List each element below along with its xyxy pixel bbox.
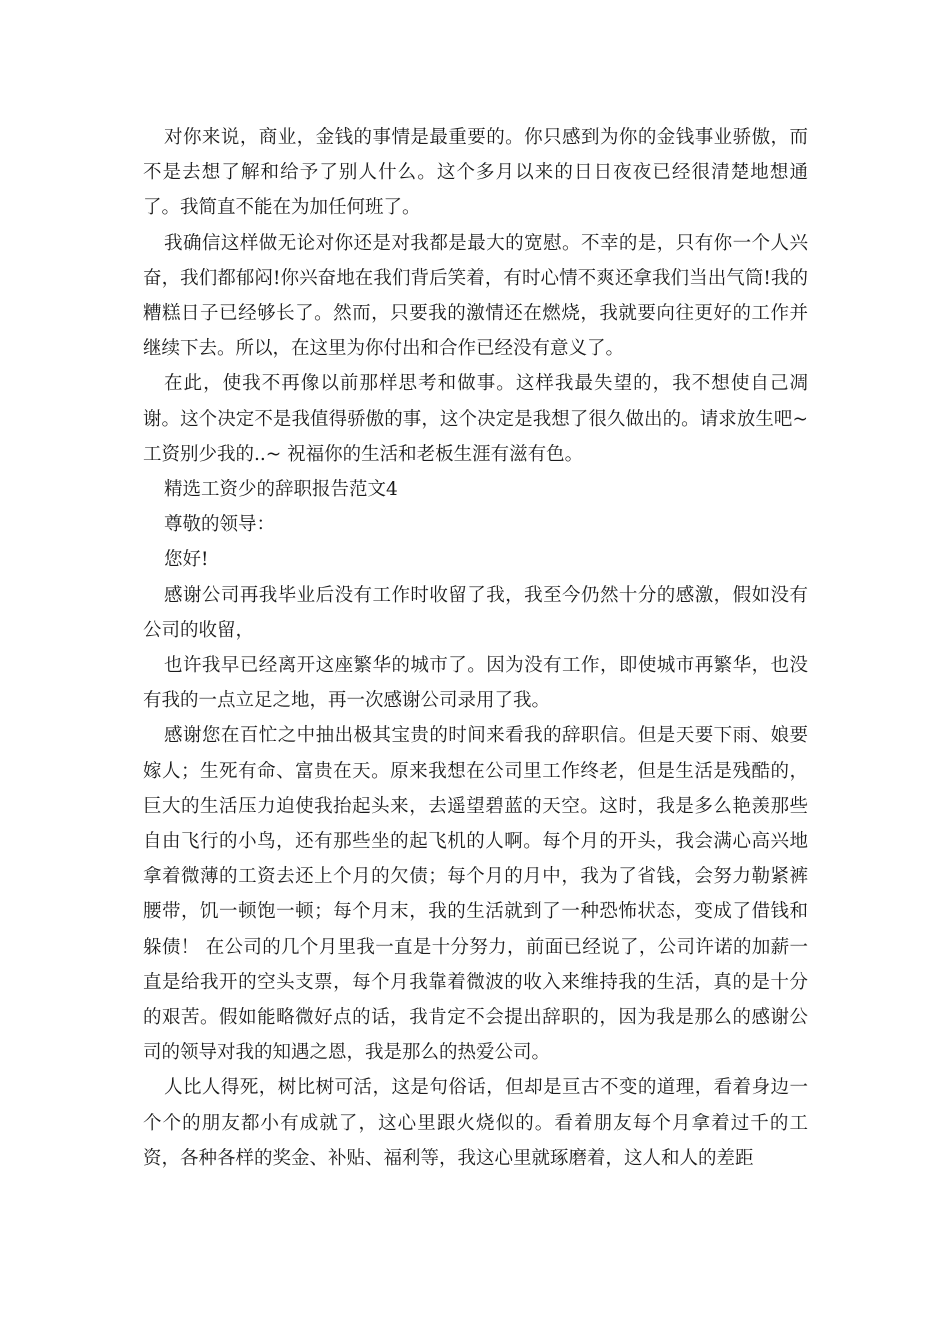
- paragraph-4: 感谢公司再我毕业后没有工作时收留了我，我至今仍然十分的感激，假如没有公司的收留，: [143, 584, 808, 641]
- greeting: 您好!: [164, 549, 209, 571]
- paragraph-2: 我确信这样做无论对你还是对我都是最大的宽慰。不幸的是，只有你一个人兴奋，我们都郁闷!你兴奋地在我们背后笑着，有时心情不爽还拿我们当出气筒!我的糟糕日子已经够长了。然而，只要我的激情还在燃烧，我就要向往更好的工作并继续下去。所以，在这里为你付出和合作已经没有意义了。: [143, 232, 808, 360]
- paragraph-3: 在此，使我不再像以前那样思考和做事。这样我最失望的，我不想使自己凋谢。这个决定不是我值得骄傲的事，这个决定是我想了很久做出的。请求放生吧~工资别少我的..~ 祝福你的生活和老板生涯有滋有色。: [143, 373, 808, 465]
- salutation: 尊敬的领导：: [164, 514, 276, 536]
- section-heading: 精选工资少的辞职报告范文4: [164, 479, 398, 501]
- paragraph-5: 也许我早已经离开这座繁华的城市了。因为没有工作，即使城市再繁华，也没有我的一点立足之地，再一次感谢公司录用了我。: [143, 655, 808, 712]
- paragraph-6: 感谢您在百忙之中抽出极其宝贵的时间来看我的辞职信。但是天要下雨、娘要嫁人；生死有命、富贵在天。原来我想在公司里工作终老，但是生活是残酷的，巨大的生活压力迫使我抬起头来，去遥望碧蓝的天空。这时，我是多么艳羡那些自由飞行的小鸟，还有那些坐的起飞机的人啊。每个月的开头，我会满心高兴地拿着微薄的工资去还上个月的欠债；每个月的月中，我为了省钱，会努力勒紧裤腰带，饥一顿饱一顿；每个月末，我的生活就到了一种恐怖状态，变成了借钱和躲债！ 在公司的几个月里我一直是十分努力，前面已经说了，公司许诺的加薪一直是给我开的空头支票，每个月我靠着微波的收入来维持我的生活，真的是十分的艰苦。假如能略微好点的话，我肯定不会提出辞职的，因为我是那么的感谢公司的领导对我的知遇之恩，我是那么的热爱公司。: [143, 725, 808, 1064]
- paragraph-7: 人比人得死，树比树可活，这是句俗话，但却是亘古不变的道理，看着身边一个个的朋友都小有成就了，这心里跟火烧似的。看着朋友每个月拿着过千的工资，各种各样的奖金、补贴、福利等，我这心里就琢磨着，这人和人的差距: [143, 1077, 808, 1169]
- document-body: [143, 120, 808, 1176]
- paragraph-1: 对你来说，商业，金钱的事情是最重要的。你只感到为你的金钱事业骄傲，而不是去想了解和给予了别人什么。这个多月以来的日日夜夜已经很清楚地想通了。我简直不能在为加任何班了。: [143, 127, 808, 219]
